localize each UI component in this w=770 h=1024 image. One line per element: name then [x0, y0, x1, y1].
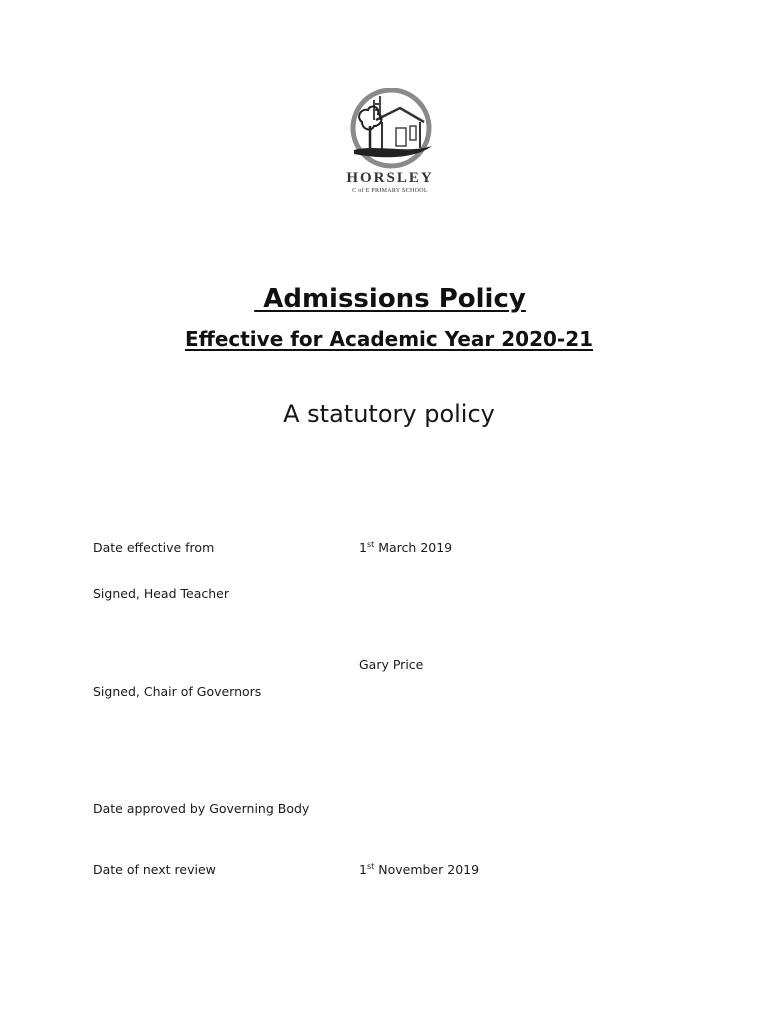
date-effective-value: [359, 540, 452, 555]
date-approved-label: Date approved by Governing Body: [93, 801, 310, 816]
chair-of-governors-label: Signed, Chair of Governors: [93, 684, 262, 699]
head-teacher-label: Signed, Head Teacher: [93, 586, 229, 601]
next-review-month-year: November 2019: [374, 862, 480, 877]
document-title: Admissions Policy: [254, 284, 526, 314]
next-review-day: 1: [359, 862, 367, 877]
document-subtitle: Effective for Academic Year 2020-21: [184, 327, 594, 351]
school-building-emblem-icon: [346, 88, 436, 170]
next-review-value: [359, 862, 479, 877]
date-effective-label: Date effective from: [93, 540, 215, 555]
logo-school-subtitle: C of E PRIMARY SCHOOL: [352, 188, 428, 194]
date-effective-month-year: March 2019: [374, 540, 453, 555]
date-effective-ordinal: st: [366, 539, 375, 549]
date-effective-day: 1: [359, 540, 367, 555]
head-teacher-name: Gary Price: [359, 657, 424, 672]
school-logo: [338, 88, 442, 198]
logo-school-name: HORSLEY: [346, 170, 434, 186]
next-review-label: Date of next review: [93, 862, 216, 877]
next-review-ordinal: st: [366, 861, 375, 871]
statutory-statement: A statutory policy: [283, 400, 495, 428]
